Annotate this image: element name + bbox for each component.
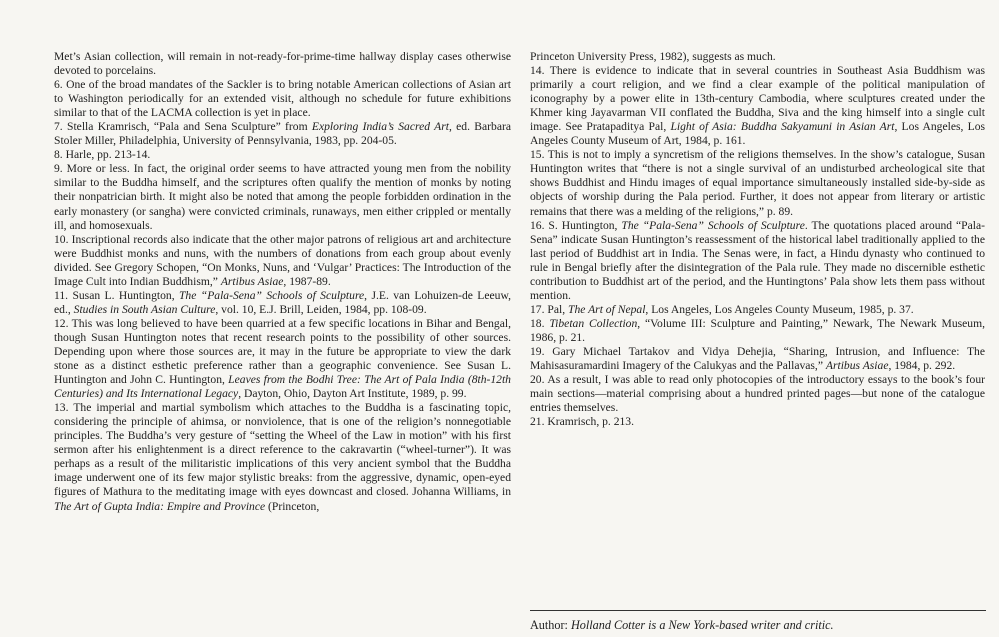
note-17: 17. Pal, The Art of Nepal, Los Angeles, Los Angeles County Museum, 1985, p. 37. xyxy=(530,302,914,316)
note-19: 19. Gary Michael Tartakov and Vidya Dehejia, “Sharing, Intrusion, and Influence: The Mahisasuramardini Imagery of the Calukyas and the Pallavas,” Artibus Asiae, 1984, p. 292. xyxy=(530,344,985,373)
book-title: Tibetan Collection xyxy=(549,316,638,330)
book-title: Leaves from the Bodhi Tree: The Art of Pala India (8th-12th Centuries) and Its International Legacy xyxy=(54,373,511,401)
series-title: Studies in South Asian Culture xyxy=(73,302,216,316)
notes-column-left xyxy=(54,50,511,514)
note-12: 12. This was long believed to have been quarried at a few specific locations in Bihar and Bengal, though Susan Huntington notes that recent research points to the possibility of other sources. Depending upon where those sources are, it may in the future be appropriate to view the dark stone as a distinct esthetic preference rather than a geographic convenience. See Susan L. Huntington and John C. Huntington, Leaves from the Bodhi Tree: The Art of Pala India (8th-12th Centuries) and Its International Legacy, Dayton, Ohio, Dayton Art Institute, 1989, p. 99. xyxy=(54,316,511,401)
author-label: Author: xyxy=(530,618,571,632)
author-divider xyxy=(530,610,986,611)
book-title: The Art of Nepal xyxy=(568,302,646,316)
author-note xyxy=(530,618,834,632)
book-title: The “Pala-Sena” Schools of Sculpture xyxy=(178,288,365,302)
journal-title: Artibus Asiae xyxy=(825,359,889,373)
book-title: Light of Asia: Buddha Sakyamuni in Asian Art xyxy=(670,120,895,134)
note-13-continuation: Princeton University Press, 1982), suggests as much. xyxy=(530,50,776,63)
author-bio: Holland Cotter is a New York-based writer and critic. xyxy=(570,618,834,632)
note-10: 10. Inscriptional records also indicate that the other major patrons of religious art and architecture were Buddhist monks and nuns, with the numbers of donations from each group about evenly divided. See Gregory Schopen, “On Monks, Nuns, and ‘Vulgar’ Practices: The Introduction of the Image Cult into Indian Buddhism,” Artibus Asiae, 1987-89. xyxy=(54,232,511,288)
note-20: 20. As a result, I was able to read only photocopies of the introductory essays to the book’s four main sections—material comprising about a hundred printed pages—but none of the catalogue entries themselves. xyxy=(530,373,985,415)
note-5-continuation: Met’s Asian collection, will remain in not-ready-for-prime-time hallway display cases otherwise devoted to porcelains. xyxy=(54,50,511,78)
note-6: 6. One of the broad mandates of the Sackler is to bring notable American collections of Asian art to Washington periodically for an extended visit, although no schedule for future exhibitions similar to that of the LACMA collection is yet in place. xyxy=(54,78,511,120)
note-7: 7. Stella Kramrisch, “Pala and Sena Sculpture” from Exploring India’s Sacred Art, ed. Barbara Stoler Miller, Philadelphia, University of Pennsylvania, 1983, pp. 204-05. xyxy=(54,120,511,148)
note-9: 9. More or less. In fact, the original order seems to have attracted young men from the nobility similar to the Buddha himself, and the scriptures often qualify the mention of monks by noting their nonpatrician birth. It might also be noted that among the people forbidden ordination in the early monastery (or sangha) were convicted criminals, runaways, men either crippled or mentally ill, and homosexuals. xyxy=(54,162,511,232)
note-11: 11. Susan L. Huntington, The “Pala-Sena” Schools of Sculpture, J.E. van Lohuizen-de Leeuw, ed., Studies in South Asian Culture, vol. 10, E.J. Brill, Leiden, 1984, pp. 108-09. xyxy=(54,288,511,316)
note-13: 13. The imperial and martial symbolism which attaches to the Buddha is a fascinating topic, considering the principle of ahimsa, or nonviolence, that is one of the religion’s nonnegotiable principles. The Buddha’s very gesture of “setting the Wheel of the Law in motion” with his first sermon after his enlightenment is a direct reference to the cakravartin (“wheel-turner”). It was perhaps as a result of the militaristic implications of this very ancient symbol that the Buddha image underwent one of its few major stylistic breaks: from the aggressive, dynamic, open-eyed figures of Mathura to the meditating image with eyes downcast and closed. Johanna Williams, in The Art of Gupta India: Empire and Province (Princeton, xyxy=(54,401,511,513)
book-title: The Art of Gupta India: Empire and Province xyxy=(54,499,266,513)
note-8: 8. Harle, pp. 213-14. xyxy=(54,148,151,162)
note-18: 18. Tibetan Collection, “Volume III: Sculpture and Painting,” Newark, The Newark Museum, 1986, p. 21. xyxy=(530,316,986,344)
note-14: 14. There is evidence to indicate that in several countries in Southeast Asia Buddhism was primarily a court religion, and we find a clear example of the political manipulation of iconography by a power elite in 13th-century Cambodia, where sculptures created under the Khmer king Jayavarman VII conflated the Buddha, Siva and the king himself into a single cult image. See Pratapaditya Pal, Light of Asia: Buddha Sakyamuni in Asian Art, Los Angeles, Los Angeles County Museum of Art, 1984, p. 161. xyxy=(530,64,986,148)
journal-title: Artibus Asiae xyxy=(220,274,284,288)
note-16: 16. S. Huntington, The “Pala-Sena” Schools of Sculpture. The quotations placed around “Pala-Sena” indicate Susan Huntington’s reassessment of the historical label traditionally applied to the last period of Buddhist art in India. The Senas were, in fact, a Hindu dynasty who continued to rule in Bengal briefly after the disintegration of the Pala rule. They made no discernible esthetic contribution to Buddhist art of the period, and the Huntingtons’ Pala show lets them pass without mention. xyxy=(530,218,985,302)
book-title: Exploring India’s Sacred Art xyxy=(311,120,449,134)
note-21: 21. Kramrisch, p. 213. xyxy=(530,415,635,429)
book-title: The “Pala-Sena” Schools of Sculpture xyxy=(621,218,805,232)
note-15: 15. This is not to imply a syncretism of the religions themselves. In the show’s catalogue, Susan Huntington writes that “there is not a single survival of an undisturbed archeological site that shows Buddhist and Hindu images of equal importance simultaneously installed side-by-side as objects of worship during the Pala period. Further, it does not appear from literary or artistic remains that there was a melding of the religions,” p. 89. xyxy=(530,148,985,218)
notes-column-right xyxy=(530,50,985,429)
